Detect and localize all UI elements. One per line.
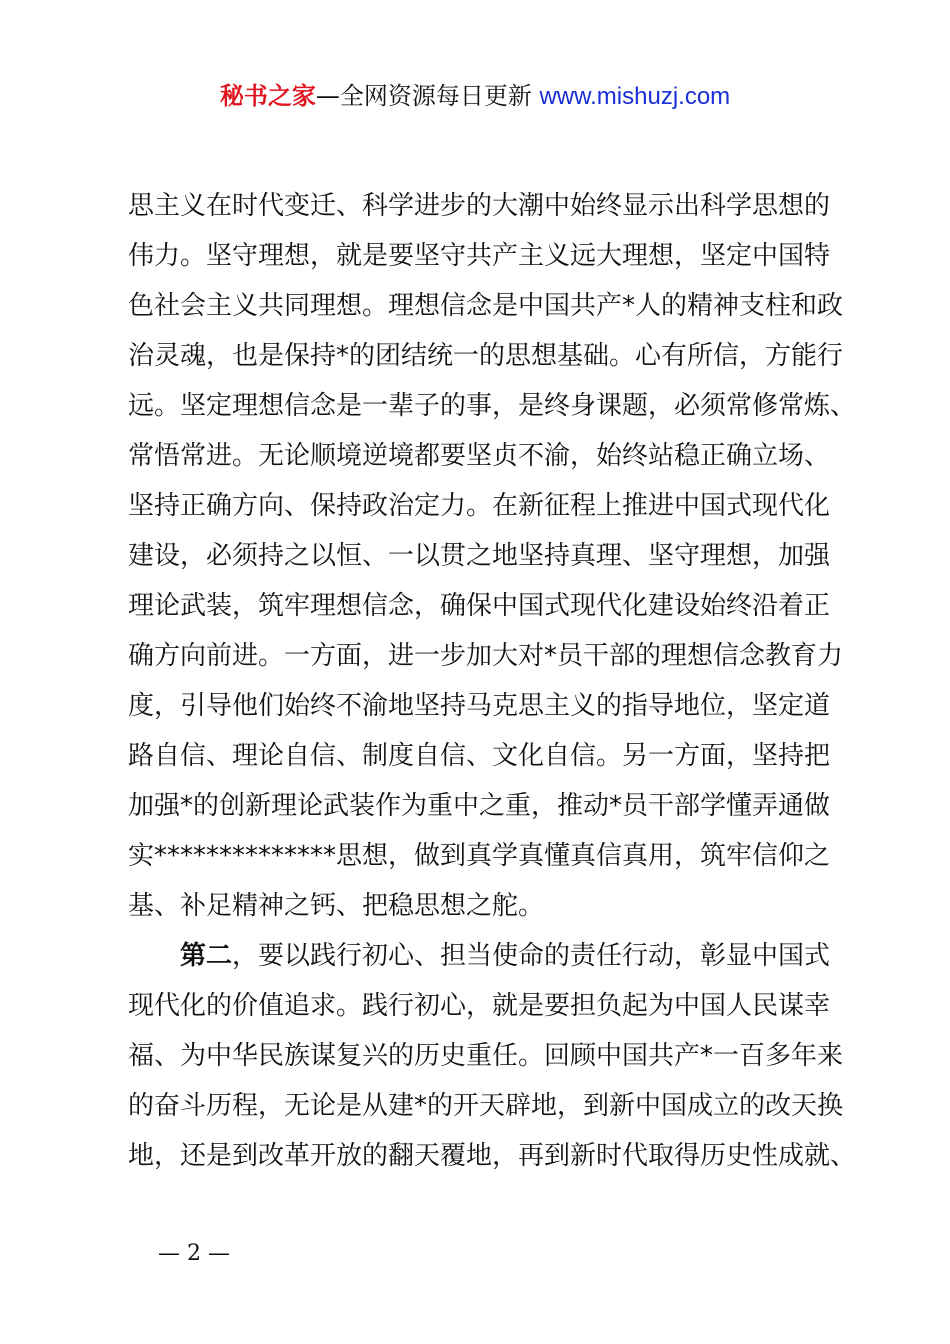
text-line: 常悟常进。无论顺境逆境都要坚贞不渝，始终站稳正确立场、 [128,441,831,471]
text-line: 基、补足精神之钙、把稳思想之舵。 [128,891,545,921]
text-line: 实**************思想，做到真学真懂真信真用，筑牢信仰之 [128,841,831,871]
site-header [0,80,950,113]
text-line: 度，引导他们始终不渝地坚持马克思主义的指导地位，坚定道 [128,691,831,721]
text-line: 理论武装，筑牢理想信念，确保中国式现代化建设始终沿着正 [128,591,831,621]
text-line: 确方向前进。一方面，进一步加大对*员干部的理想信念教育力 [128,641,844,671]
brand-name: 秘书之家 [219,82,316,110]
text-line: 远。坚定理想信念是一辈子的事，是终身课题，必须常修常炼、 [128,391,857,421]
site-url[interactable]: www.mishuzj.com [539,83,731,110]
text-line: 地，还是到改革开放的翻天覆地，再到新时代取得历史性成就、 [128,1141,857,1171]
text-line: 路自信、理论自信、制度自信、文化自信。另一方面，坚持把 [128,741,831,771]
text-line: 建设，必须持之以恒、一以贯之地坚持真理、坚守理想，加强 [128,541,831,571]
text-line: 加强*的创新理论武装作为重中之重，推动*员干部学懂弄通做 [128,791,831,821]
document-body [128,181,857,1181]
text-line: 福、为中华民族谋复兴的历史重任。回顾中国共产*一百多年来 [128,1041,844,1071]
paragraph-2-first-text: ，要以践行初心、担当使命的责任行动，彰显中国式 [232,941,831,971]
paragraph-2-lead: 第二 [180,941,233,971]
text-line: 坚持正确方向、保持政治定力。在新征程上推进中国式现代化 [128,491,831,521]
text-line: 思主义在时代变迁、科学进步的大潮中始终显示出科学思想的 [128,191,831,221]
text-line: 伟力。坚守理想，就是要坚守共产主义远大理想，坚定中国特 [128,241,831,271]
header-slogan: —全网资源每日更新 [315,82,532,110]
text-line: 治灵魂，也是保持*的团结统一的思想基础。心有所信，方能行 [128,341,844,371]
text-line: 现代化的价值追求。践行初心，就是要担负起为中国人民谋幸 [128,991,831,1021]
text-line: 的奋斗历程，无论是从建*的开天辟地，到新中国成立的改天换 [128,1091,844,1121]
paragraph-2-first-line [128,931,848,981]
text-line: 色社会主义共同理想。理想信念是中国共产*人的精神支柱和政 [128,291,844,321]
page-number: — 2 — [158,1241,230,1266]
